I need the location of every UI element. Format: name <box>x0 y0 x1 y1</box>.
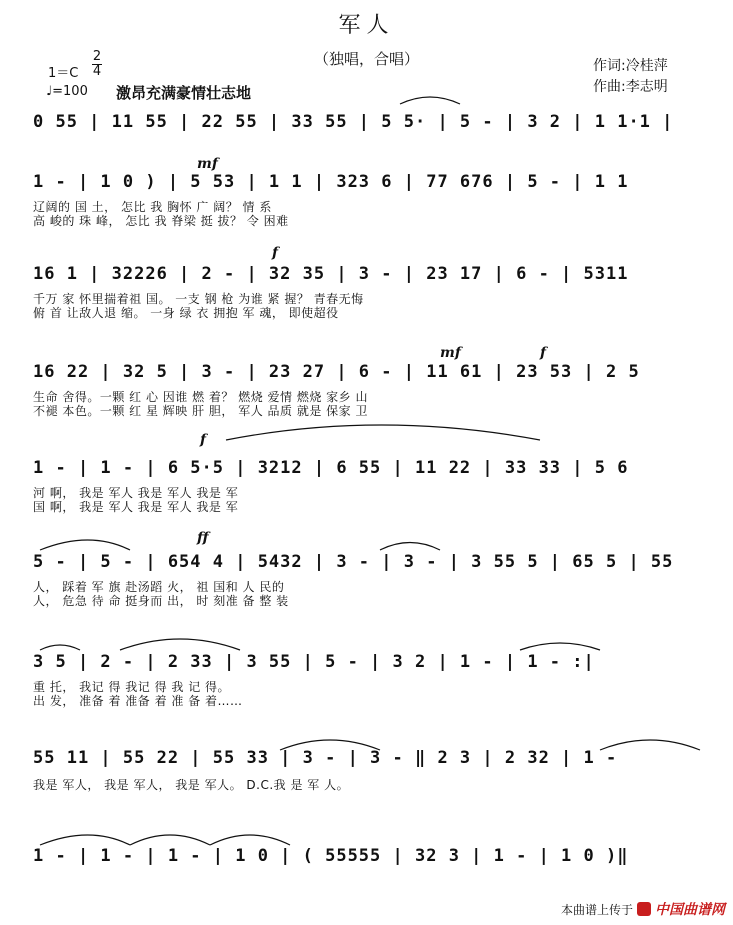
upload-text: 本曲谱上传于 <box>560 902 633 917</box>
lyric-verse-1: 千万 家 怀里揣着祖 国。 一支 钢 枪 为谁 紧 握？ 青春无悔 <box>33 292 364 306</box>
notation-line: 55 11 | 55 22 | 55 33 | 3 - | 3 - ‖ 2 3 | 2 32 | 1 - <box>33 748 618 768</box>
dynamic-f-1: f <box>272 245 279 261</box>
notation-line: 1 - | 1 - | 6 5·5 | 3212 | 6 55 | 11 22 | 33 33 | 5 6 <box>33 458 629 478</box>
notation-line: 16 22 | 32 5 | 3 - | 23 27 | 6 - | 11 61 | 23 53 | 2 5 <box>33 362 640 382</box>
lyric-verse-2: 出 发， 准备 着 准备 着 准 备 着…… <box>33 694 243 708</box>
notation-line: 0 55 | 11 55 | 22 55 | 33 55 | 5 5· | 5 - | 3 2 | 1 1·1 | <box>33 112 674 132</box>
lyricist: 作词:冷桂萍 <box>593 58 668 74</box>
expression-marking: 激昂充满豪情壮志地 <box>116 84 252 102</box>
tempo-mark <box>46 84 88 99</box>
song-subtitle: （独唱，合唱） <box>313 50 419 68</box>
notation-line: 3 5 | 2 - | 2 33 | 3 55 | 5 - | 3 2 | 1 - | 1 - :| <box>33 652 595 672</box>
lyric-verse-1: 辽阔的 国 土， 怎比 我 胸怀 广 阔？ 情 系 <box>33 200 272 214</box>
dynamic-f-3: f <box>200 432 207 448</box>
dynamic-mf-1: mf <box>197 156 218 172</box>
lyric-verse-2: 国 啊， 我是 军人 我是 军人 我是 军 <box>33 500 239 514</box>
quarter-note-icon: ♩ <box>46 84 53 99</box>
time-signature <box>92 50 102 79</box>
notation-line: 16 1 | 32226 | 2 - | 32 35 | 3 - | 23 17 | 6 - | 5311 <box>33 264 629 284</box>
time-signature-top: 2 <box>92 49 102 64</box>
credits <box>593 56 668 98</box>
song-title: 军人 <box>338 13 395 38</box>
lyric-verse-1: 河 啊， 我是 军人 我是 军人 我是 军 <box>33 486 239 500</box>
footer-watermark <box>561 899 725 919</box>
notation-line: 1 - | 1 - | 1 - | 1 0 | ( 55555 | 32 3 | 1 - | 1 0 )‖ <box>33 846 629 866</box>
lyric-verse-2: 俯 首 让敌人退 缩。 一身 绿 衣 拥抱 军 魂， 即使超役 <box>33 306 339 320</box>
time-signature-bottom: 4 <box>92 64 102 79</box>
tempo-value: =100 <box>52 84 88 99</box>
lyric-verse-1: 生命 舍得。一颗 红 心 因谁 燃 着？ 燃烧 爱情 燃烧 家乡 山 <box>33 390 368 404</box>
lyric-verse-2: 人， 危急 待 命 挺身而 出， 时 刻准 备 整 装 <box>33 594 289 608</box>
dynamic-f-2: f <box>540 345 547 361</box>
site-logo-icon <box>637 902 651 916</box>
key-signature: 1＝C <box>48 66 79 81</box>
notation-line: 1 - | 1 0 ) | 5 53 | 1 1 | 323 6 | 77 676 | 5 - | 1 1 <box>33 172 629 192</box>
composer: 作曲:李志明 <box>593 79 668 95</box>
lyric-verse-1: 我是 军人， 我是 军人， 我是 军人。 D.C.我 是 军 人。 <box>33 778 350 792</box>
site-name: 中国曲谱网 <box>655 902 725 918</box>
dynamic-ff: ff <box>197 530 209 546</box>
lyric-verse-2: 高 峻的 珠 峰， 怎比 我 脊梁 挺 拔？ 令 困难 <box>33 214 289 228</box>
lyric-verse-1: 重 托， 我记 得 我记 得 我 记 得。 <box>33 680 231 694</box>
lyric-verse-2: 不褪 本色。一颗 红 星 辉映 肝 胆， 军人 品质 就是 保家 卫 <box>33 404 368 418</box>
dynamic-mf-2: mf <box>440 345 461 361</box>
notation-line: 5 - | 5 - | 654 4 | 5432 | 3 - | 3 - | 3 55 5 | 65 5 | 55 <box>33 552 674 572</box>
lyric-verse-1: 人， 踩着 军 旗 赴汤蹈 火， 祖 国和 人 民的 <box>33 580 285 594</box>
